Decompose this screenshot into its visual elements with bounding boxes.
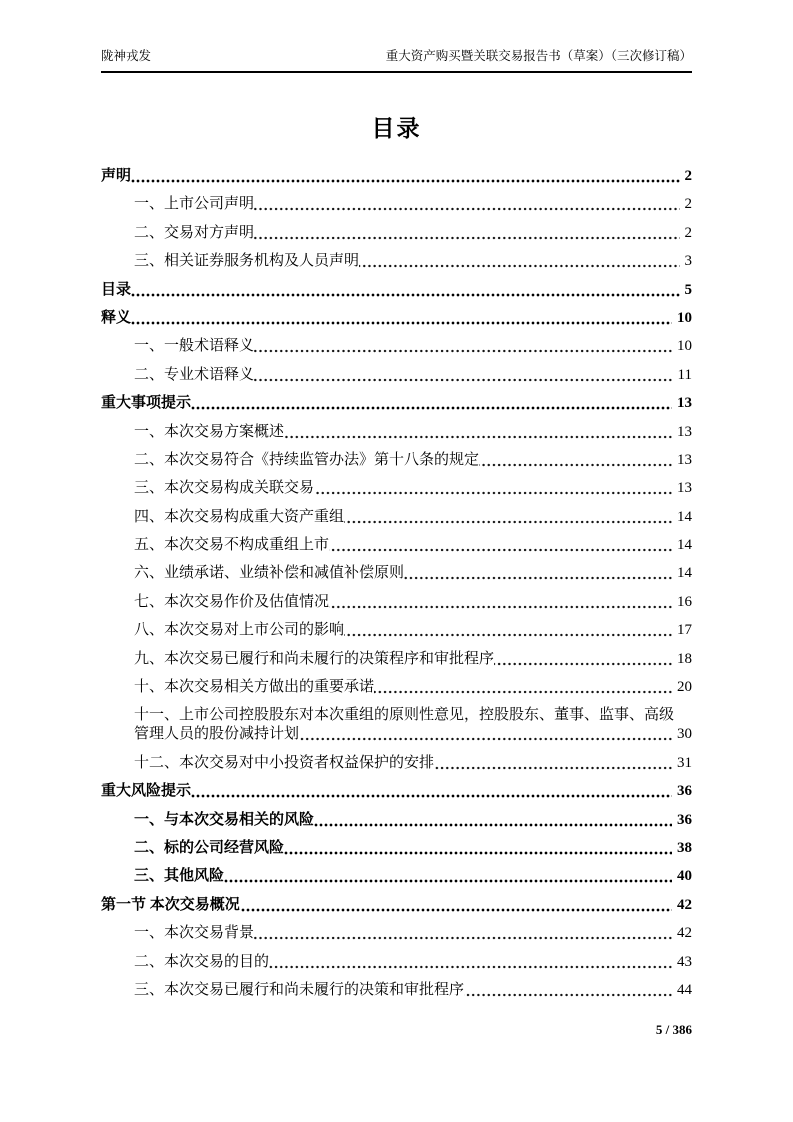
toc-entry-page-number: 13 <box>672 451 692 470</box>
toc-entry[interactable] <box>101 782 692 801</box>
toc-entry-label: 六、业绩承诺、业绩补偿和减值补偿原则 <box>134 565 405 582</box>
toc-entry-page-number: 14 <box>672 536 692 555</box>
toc-entry-label: 一、本次交易方案概述 <box>134 423 285 440</box>
toc-entry-page-number: 14 <box>672 564 692 583</box>
page-title: 目录 <box>371 115 422 141</box>
toc-entry-label: 二、本次交易符合《持续监管办法》第十八条的规定 <box>134 451 480 468</box>
toc-entry-page-number: 20 <box>672 678 692 697</box>
toc-entry-label: 声明 <box>101 168 132 184</box>
toc-entry[interactable] <box>101 479 692 498</box>
toc-entry[interactable] <box>101 508 692 527</box>
toc-entry-label: 七、本次交易作价及估值情况 <box>134 593 330 610</box>
toc-entry-page-number: 10 <box>672 309 692 328</box>
toc-entry-label: 五、本次交易不构成重组上市 <box>134 537 330 554</box>
toc-entry-label: 一、本次交易背景 <box>134 925 255 942</box>
toc-entry[interactable] <box>101 896 692 915</box>
toc-entry[interactable] <box>101 394 692 413</box>
toc-entry[interactable] <box>101 167 692 186</box>
toc-entry-label: 一、与本次交易相关的风险 <box>134 811 315 828</box>
toc-entry[interactable] <box>101 593 692 612</box>
toc-entry-page-number: 2 <box>680 195 693 214</box>
toc-entry[interactable] <box>101 754 692 773</box>
toc-entry[interactable] <box>101 224 692 243</box>
toc-entry-page-number: 38 <box>672 839 692 858</box>
toc-entry-page-number: 42 <box>672 924 692 943</box>
table-of-contents <box>101 167 692 1000</box>
toc-entry-page-number: 17 <box>672 621 692 640</box>
toc-entry[interactable] <box>101 564 692 583</box>
toc-entry-label: 一、上市公司声明 <box>134 196 255 213</box>
toc-entry-page-number: 13 <box>672 423 692 442</box>
toc-entry[interactable] <box>101 953 692 972</box>
toc-entry-label: 一、一般术语释义 <box>134 338 255 355</box>
toc-entry-label: 九、本次交易已履行和尚未履行的决策程序和审批程序 <box>134 650 495 667</box>
toc-entry[interactable] <box>101 337 692 356</box>
toc-entry[interactable] <box>101 309 692 328</box>
toc-entry[interactable] <box>101 252 692 271</box>
toc-entry[interactable] <box>101 678 692 697</box>
toc-entry[interactable] <box>101 195 692 214</box>
toc-entry-label: 三、其他风险 <box>134 868 225 885</box>
toc-entry-label: 十、本次交易相关方做出的重要承诺 <box>134 679 375 696</box>
toc-entry[interactable] <box>101 867 692 886</box>
toc-entry-label: 释义 <box>101 309 132 326</box>
toc-entry-page-number: 36 <box>672 811 692 830</box>
toc-entry-page-number: 31 <box>672 754 692 773</box>
toc-entry-label: 重大事项提示 <box>101 395 192 412</box>
toc-entry[interactable] <box>101 924 692 943</box>
toc-entry-label: 二、本次交易的目的 <box>134 953 270 970</box>
toc-entry-label: 第一节 本次交易概况 <box>101 896 240 913</box>
toc-entry[interactable] <box>101 839 692 858</box>
toc-entry-page-number: 5 <box>680 281 693 300</box>
toc-entry-label: 二、专业术语释义 <box>134 366 255 383</box>
toc-entry-page-number: 43 <box>672 953 692 972</box>
toc-entry-label: 重大风险提示 <box>101 783 192 800</box>
toc-entry-page-number: 36 <box>672 782 692 801</box>
page-header <box>101 0 692 73</box>
toc-entry[interactable] <box>101 621 692 640</box>
toc-entry-page-number: 30 <box>672 725 692 744</box>
toc-entry-page-number: 42 <box>672 896 692 915</box>
toc-entry-page-number: 44 <box>672 981 692 1000</box>
toc-entry[interactable] <box>101 281 692 300</box>
toc-entry-page-number: 11 <box>673 366 692 385</box>
toc-entry-page-number: 2 <box>680 167 693 186</box>
toc-entry-label: 二、标的公司经营风险 <box>134 839 285 856</box>
toc-entry-label: 三、本次交易构成关联交易 <box>134 480 315 497</box>
toc-entry[interactable] <box>101 536 692 555</box>
toc-entry-page-number: 10 <box>672 337 692 356</box>
toc-entry-label: 二、交易对方声明 <box>134 224 255 241</box>
toc-entry[interactable] <box>101 451 692 470</box>
toc-entry-page-number: 40 <box>672 867 692 886</box>
toc-entry-page-number: 2 <box>680 224 693 243</box>
toc-entry[interactable] <box>101 366 692 385</box>
toc-entry-page-number: 16 <box>672 593 692 612</box>
toc-entry-label: 十一、上市公司控股股东对本次重组的原则性意见，控股股东、董事、监事、高级管理人员的股份减持计划 <box>134 707 675 743</box>
toc-entry[interactable] <box>101 650 692 669</box>
page-content <box>101 0 692 1000</box>
toc-entry-label: 四、本次交易构成重大资产重组 <box>134 508 345 525</box>
toc-entry[interactable] <box>101 811 692 830</box>
toc-entry-label: 三、相关证券服务机构及人员声明 <box>134 253 360 270</box>
toc-entry-page-number: 18 <box>672 650 692 669</box>
toc-entry-label: 三、本次交易已履行和尚未履行的决策和审批程序 <box>134 981 465 998</box>
header-company-name: 陇神戎发 <box>101 49 152 63</box>
toc-entry[interactable] <box>101 981 692 1000</box>
header-document-title: 重大资产购买暨关联交易报告书（草案）（三次修订稿） <box>385 49 692 63</box>
page-number-indicator: 5 / 386 <box>655 1022 692 1037</box>
toc-entry-label: 十二、本次交易对中小投资者权益保护的安排 <box>134 754 435 771</box>
page-footer <box>656 1022 692 1038</box>
toc-entry-page-number: 14 <box>672 508 692 527</box>
toc-entry-page-number: 13 <box>672 394 692 413</box>
toc-entry-page-number: 13 <box>672 479 692 498</box>
toc-entry[interactable] <box>101 423 692 442</box>
toc-entry-label: 目录 <box>101 281 132 298</box>
toc-entry-page-number: 3 <box>680 252 693 271</box>
toc-entry[interactable] <box>101 706 692 744</box>
toc-entry-label: 八、本次交易对上市公司的影响 <box>134 622 345 639</box>
